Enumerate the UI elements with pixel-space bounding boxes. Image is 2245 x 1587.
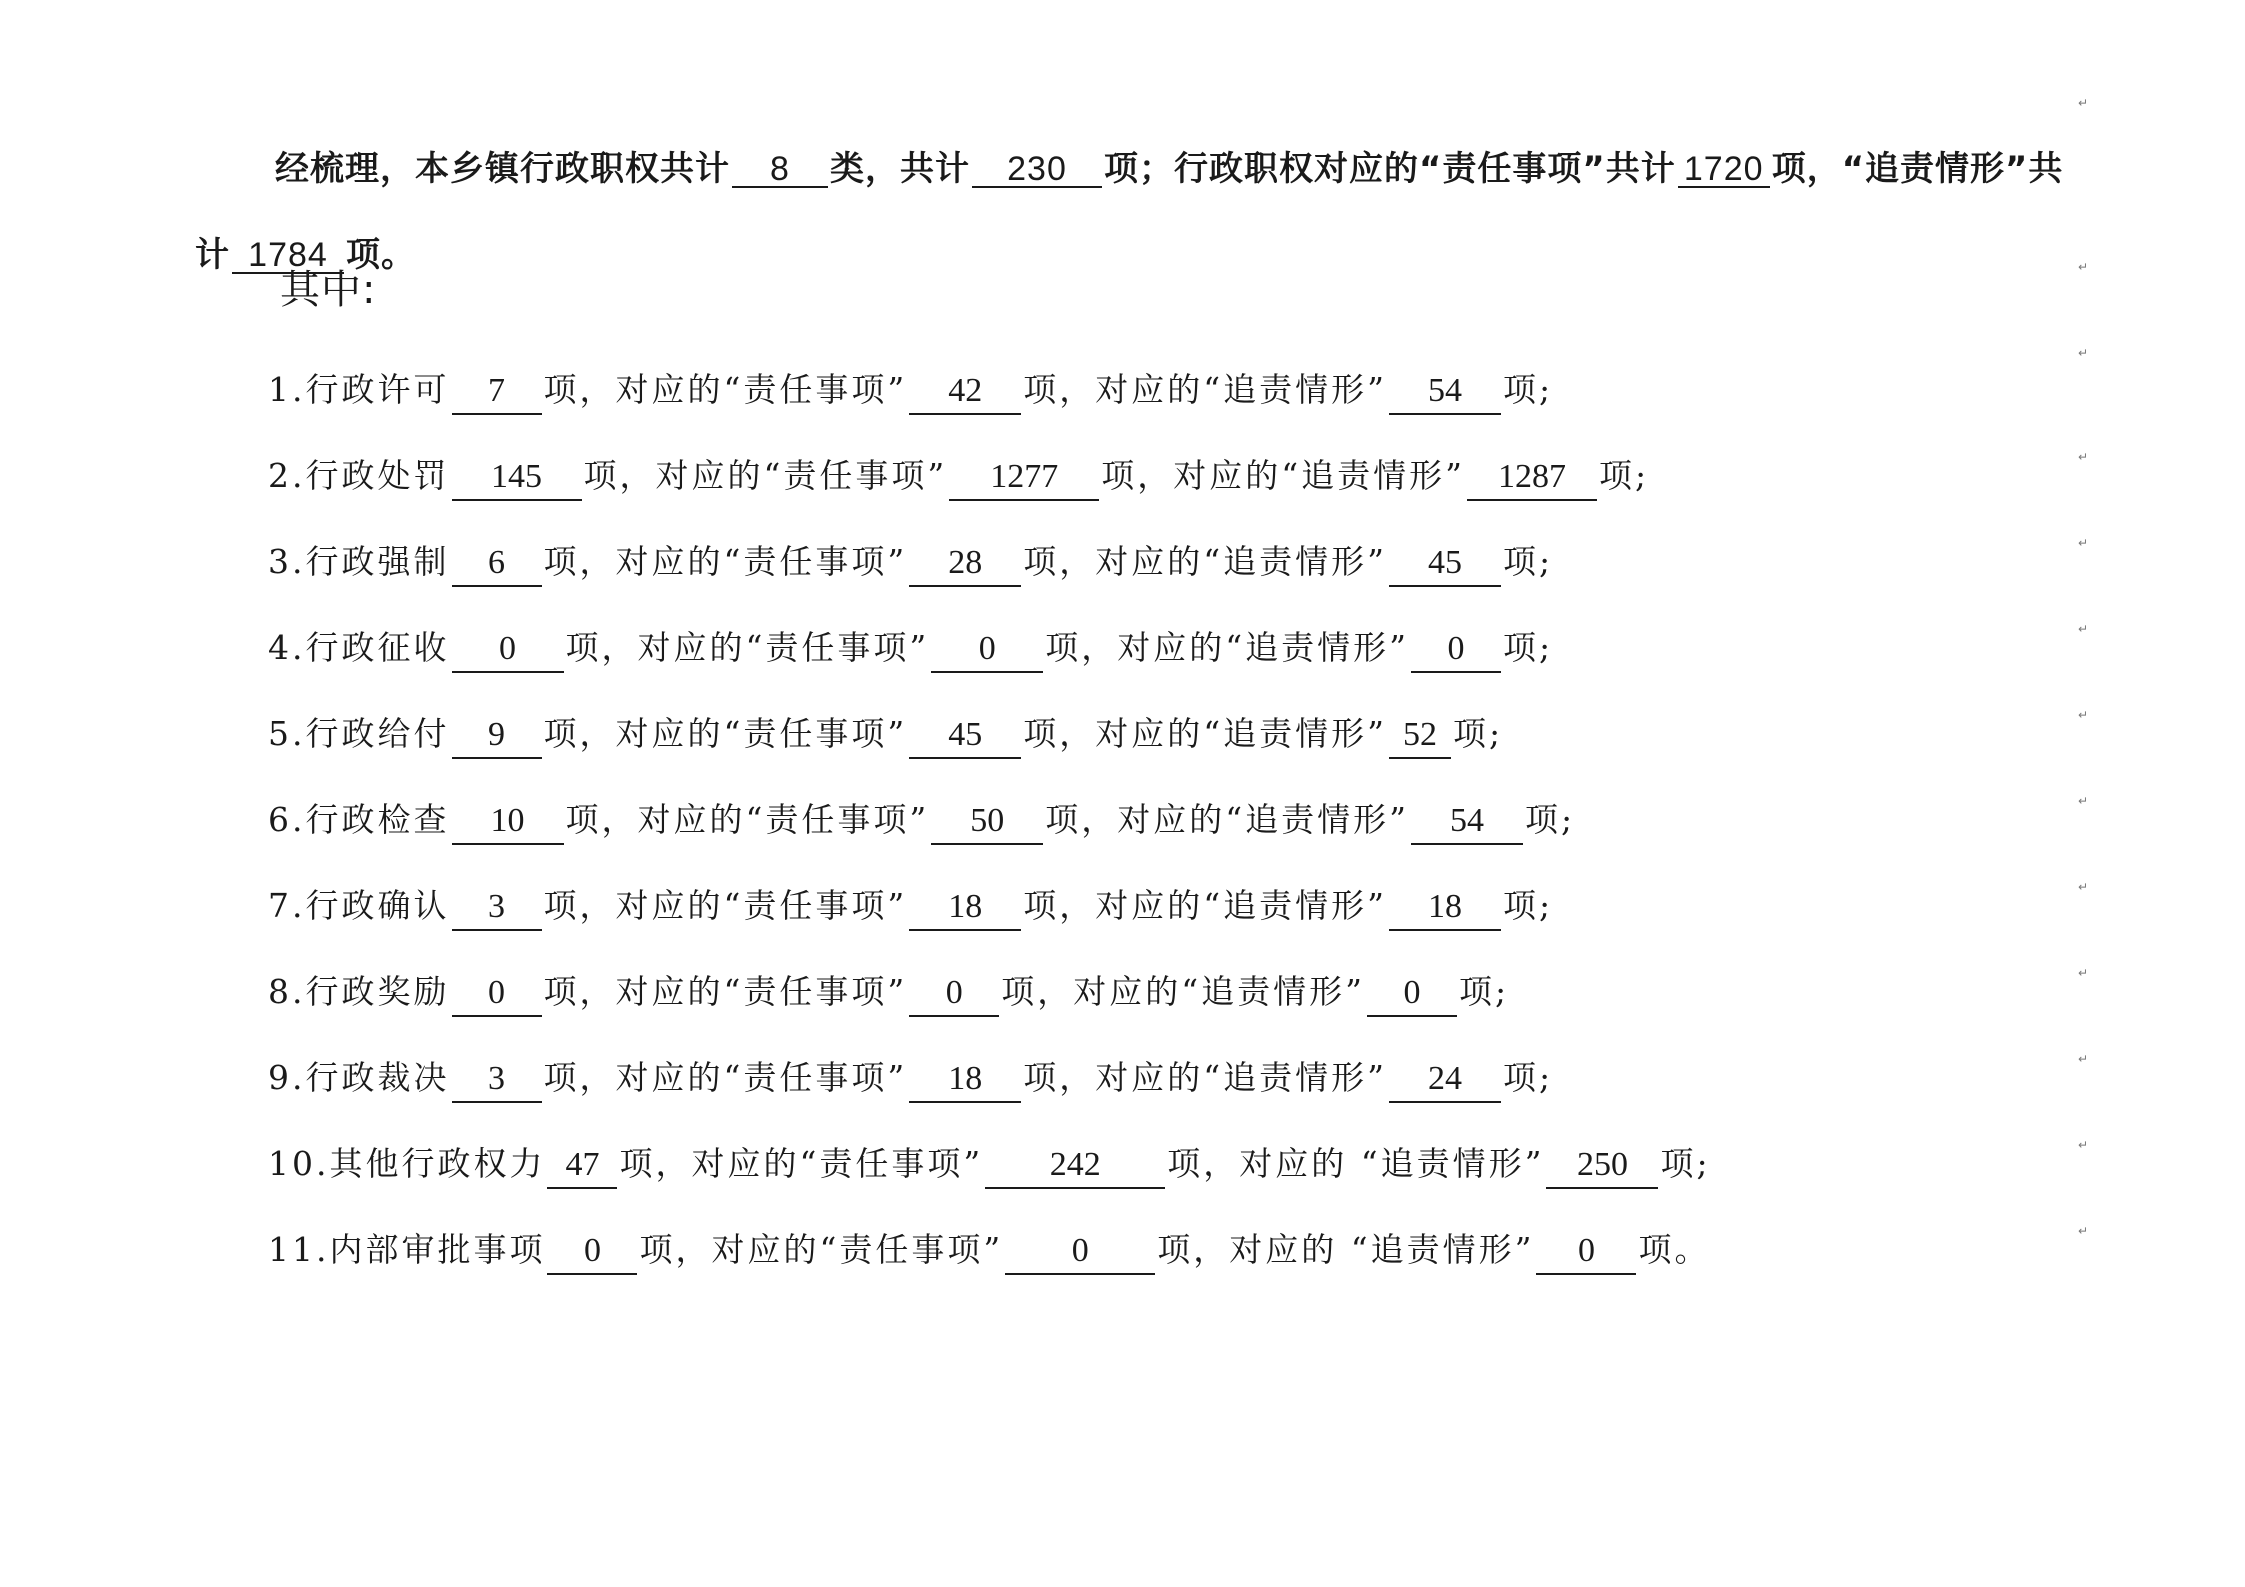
paragraph-mark-icon: ↵ — [2078, 1224, 2089, 1238]
list-item — [268, 876, 2068, 962]
item-prefix: 11.内部审批事项 — [268, 1230, 546, 1269]
item-count-blank: 47 — [547, 1143, 617, 1189]
item-prefix: 8.行政奖励 — [268, 972, 450, 1011]
paragraph-mark-icon: ↵ — [2078, 346, 2089, 360]
accountability-count-blank: 45 — [1389, 541, 1501, 587]
summary-text-2: 类，共计 — [830, 149, 970, 189]
item-unit-label: 项，对应的“责任事项” — [639, 1230, 1004, 1269]
item-end-label: 项; — [1453, 714, 1504, 753]
paragraph-mark-icon: ↵ — [2078, 966, 2089, 980]
responsibility-unit-label: 项，对应的“追责情形” — [1001, 972, 1365, 1011]
accountability-count-blank: 24 — [1389, 1057, 1501, 1103]
paragraph-marks — [2078, 0, 2098, 1587]
item-prefix: 9.行政裁决 — [268, 1058, 450, 1097]
summary-paragraph — [195, 126, 2075, 298]
summary-items-blank: 230 — [972, 152, 1102, 188]
item-end-label: 项; — [1503, 628, 1554, 667]
item-unit-label: 项，对应的“责任事项” — [543, 714, 908, 753]
responsibility-count-blank: 18 — [909, 1057, 1021, 1103]
list-item — [268, 1220, 2068, 1306]
paragraph-mark-icon: ↵ — [2078, 1138, 2089, 1152]
item-unit-label: 项，对应的“责任事项” — [543, 972, 908, 1011]
item-prefix: 10.其他行政权力 — [268, 1144, 546, 1183]
paragraph-mark-icon: ↵ — [2078, 622, 2089, 636]
item-count-blank: 0 — [452, 971, 542, 1017]
accountability-count-blank: 54 — [1389, 369, 1501, 415]
accountability-count-blank: 18 — [1389, 885, 1501, 931]
item-end-label: 项; — [1503, 1058, 1554, 1097]
item-end-label: 项; — [1599, 456, 1650, 495]
list-item — [268, 1134, 2068, 1220]
responsibility-count-blank: 0 — [931, 627, 1043, 673]
responsibility-unit-label: 项，对应的“追责情形” — [1023, 542, 1387, 581]
item-end-label: 项; — [1503, 370, 1554, 409]
item-count-blank: 9 — [452, 713, 542, 759]
list-item — [268, 962, 2068, 1048]
item-end-label: 项; — [1660, 1144, 1711, 1183]
responsibility-unit-label: 项，对应的 “追责情形” — [1157, 1230, 1535, 1269]
summary-text-3: 项；行政职权对应的“责任事项”共计 — [1104, 149, 1676, 189]
item-unit-label: 项，对应的“责任事项” — [583, 456, 948, 495]
responsibility-count-blank: 28 — [909, 541, 1021, 587]
list-item — [268, 790, 2068, 876]
summary-categories-blank: 8 — [732, 152, 828, 188]
responsibility-count-blank: 42 — [909, 369, 1021, 415]
summary-text-4: 项，“追责情形”共计 — [195, 149, 2064, 275]
list-item — [268, 360, 2068, 446]
item-count-blank: 3 — [452, 885, 542, 931]
item-count-blank: 10 — [452, 799, 564, 845]
responsibility-count-blank: 50 — [931, 799, 1043, 845]
responsibility-count-blank: 18 — [909, 885, 1021, 931]
item-unit-label: 项，对应的“责任事项” — [543, 542, 908, 581]
paragraph-mark-icon: ↵ — [2078, 880, 2089, 894]
accountability-count-blank: 0 — [1411, 627, 1501, 673]
responsibility-unit-label: 项，对应的“追责情形” — [1023, 714, 1387, 753]
item-count-blank: 0 — [452, 627, 564, 673]
item-prefix: 3.行政强制 — [268, 542, 450, 581]
responsibility-count-blank: 0 — [909, 971, 999, 1017]
paragraph-mark-icon: ↵ — [2078, 1052, 2089, 1066]
item-count-blank: 7 — [452, 369, 542, 415]
responsibility-unit-label: 项，对应的“追责情形” — [1023, 370, 1387, 409]
responsibility-count-blank: 242 — [985, 1143, 1165, 1189]
summary-text-1: 经梳理，本乡镇行政职权共计 — [275, 149, 730, 189]
list-item — [268, 704, 2068, 790]
item-count-blank: 145 — [452, 455, 582, 501]
list-item — [268, 446, 2068, 532]
list-item — [268, 618, 2068, 704]
accountability-count-blank: 0 — [1367, 971, 1457, 1017]
accountability-count-blank: 250 — [1546, 1143, 1658, 1189]
item-end-label: 项。 — [1638, 1230, 1711, 1269]
item-prefix: 5.行政给付 — [268, 714, 450, 753]
paragraph-mark-icon: ↵ — [2078, 536, 2089, 550]
item-end-label: 项; — [1459, 972, 1510, 1011]
paragraph-mark-icon: ↵ — [2078, 450, 2089, 464]
responsibility-unit-label: 项，对应的“追责情形” — [1045, 628, 1409, 667]
paragraph-mark-icon: ↵ — [2078, 794, 2089, 808]
item-unit-label: 项，对应的“责任事项” — [543, 1058, 908, 1097]
item-unit-label: 项，对应的“责任事项” — [619, 1144, 984, 1183]
responsibility-unit-label: 项，对应的“追责情形” — [1101, 456, 1465, 495]
responsibility-unit-label: 项，对应的“追责情形” — [1045, 800, 1409, 839]
item-end-label: 项; — [1503, 542, 1554, 581]
list-item — [268, 532, 2068, 618]
item-prefix: 1.行政许可 — [268, 370, 450, 409]
item-prefix: 6.行政检查 — [268, 800, 450, 839]
paragraph-mark-icon: ↵ — [2078, 96, 2089, 110]
list-item — [268, 1048, 2068, 1134]
accountability-count-blank: 1287 — [1467, 455, 1597, 501]
responsibility-unit-label: 项，对应的“追责情形” — [1023, 886, 1387, 925]
item-count-blank: 6 — [452, 541, 542, 587]
responsibility-count-blank: 1277 — [949, 455, 1099, 501]
power-category-list — [268, 360, 2068, 1306]
item-count-blank: 3 — [452, 1057, 542, 1103]
item-end-label: 项; — [1503, 886, 1554, 925]
responsibility-unit-label: 项，对应的“追责情形” — [1023, 1058, 1387, 1097]
paragraph-mark-icon: ↵ — [2078, 708, 2089, 722]
item-unit-label: 项，对应的“责任事项” — [543, 886, 908, 925]
item-prefix: 2.行政处罚 — [268, 456, 450, 495]
summary-accountability-blank: 1784 — [232, 238, 344, 274]
item-unit-label: 项，对应的“责任事项” — [543, 370, 908, 409]
responsibility-unit-label: 项，对应的 “追责情形” — [1167, 1144, 1545, 1183]
item-count-blank: 0 — [547, 1229, 637, 1275]
accountability-count-blank: 54 — [1411, 799, 1523, 845]
item-prefix: 7.行政确认 — [268, 886, 450, 925]
item-unit-label: 项，对应的“责任事项” — [565, 628, 930, 667]
responsibility-count-blank: 0 — [1005, 1229, 1155, 1275]
summary-text-5: 项。 — [346, 235, 416, 275]
accountability-count-blank: 52 — [1389, 713, 1451, 759]
item-end-label: 项; — [1525, 800, 1576, 839]
paragraph-mark-icon: ↵ — [2078, 260, 2089, 274]
accountability-count-blank: 0 — [1536, 1229, 1636, 1275]
summary-responsibilities-blank: 1720 — [1678, 152, 1770, 188]
item-prefix: 4.行政征收 — [268, 628, 450, 667]
item-unit-label: 项，对应的“责任事项” — [565, 800, 930, 839]
responsibility-count-blank: 45 — [909, 713, 1021, 759]
section-heading: 其中: — [280, 267, 377, 313]
